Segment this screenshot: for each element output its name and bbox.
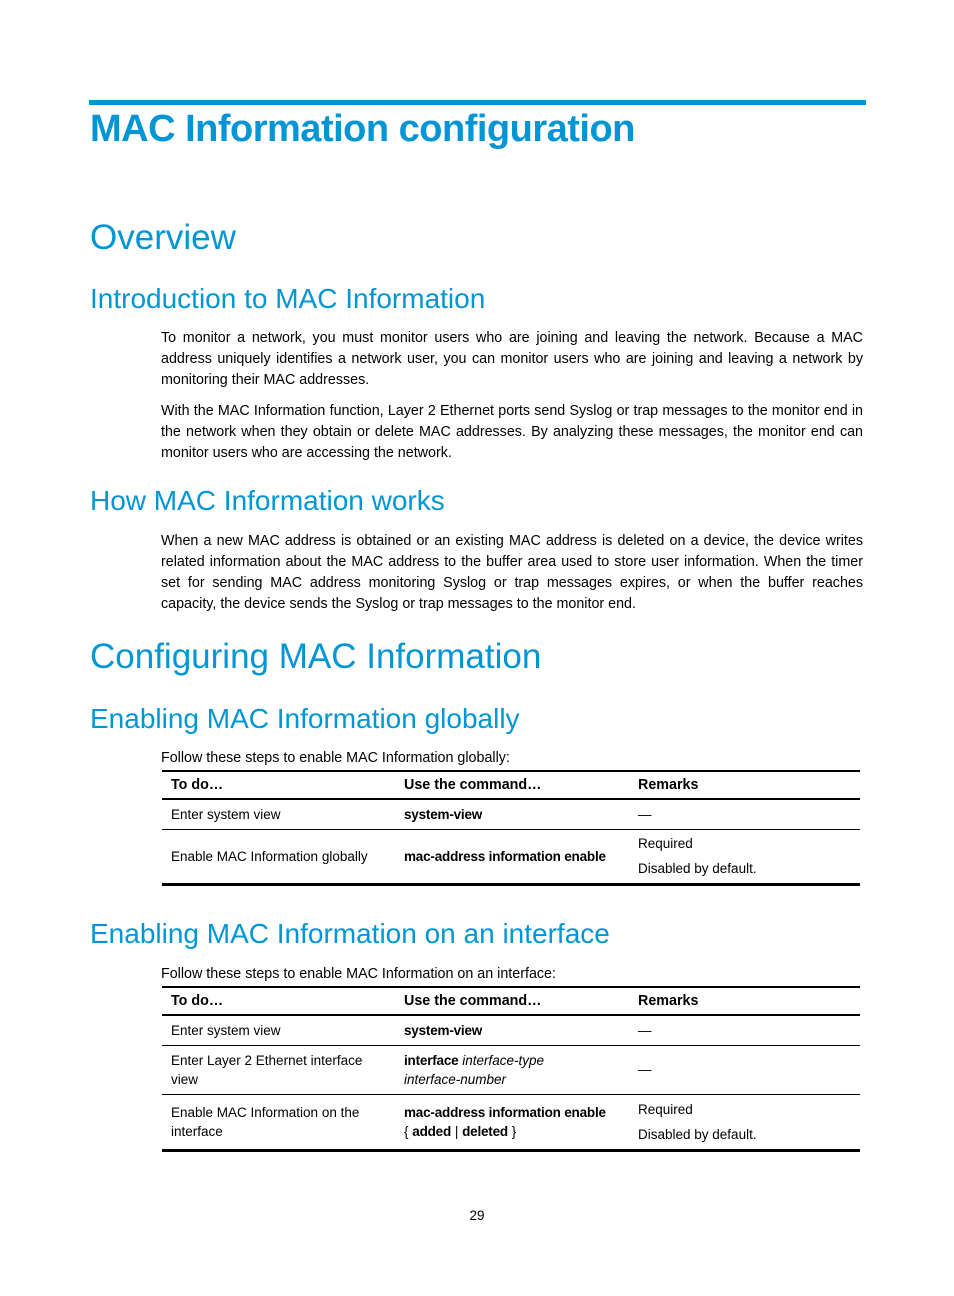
cell-command: mac-address information enable — [395, 829, 629, 884]
intro-paragraph-1: To monitor a network, you must monitor users who are joining and leaving the network. Because a MAC address uniquely identifies a network user, you can monitor users who are joining and leaving a network by monitoring their MAC addresses. — [161, 330, 863, 388]
chapter-title: MAC Information configuration — [90, 108, 635, 150]
table-enable-global — [162, 770, 860, 886]
page-number: 29 — [469, 1208, 485, 1223]
cell-command: interface interface-type interface-number — [395, 1045, 629, 1094]
table-header-row — [162, 771, 860, 799]
subsection-intro-title: Introduction to MAC Information — [90, 283, 486, 314]
subsection-iface-title: Enabling MAC Information on an interface — [90, 918, 610, 949]
remark-default: Disabled by default. — [638, 861, 757, 876]
cell-remarks: — — [629, 1045, 860, 1094]
subsection-global-title: Enabling MAC Information globally — [90, 703, 520, 734]
cell-todo: Enable MAC Information globally — [162, 829, 395, 884]
col-command: Use the command… — [395, 987, 629, 1015]
section-overview-title: Overview — [90, 218, 236, 257]
cell-remarks — [629, 1094, 860, 1150]
cell-remarks: — — [629, 799, 860, 829]
remark-default: Disabled by default. — [638, 1126, 757, 1142]
col-todo: To do… — [162, 987, 395, 1015]
cell-command: mac-address information enable { added | deleted } — [395, 1094, 629, 1150]
cell-todo: Enter system view — [162, 799, 395, 829]
col-remarks: Remarks — [629, 987, 860, 1015]
col-todo: To do… — [162, 771, 395, 799]
chapter-rule — [89, 100, 866, 105]
works-paragraph: When a new MAC address is obtained or an existing MAC address is deleted on a device, the device writes related information about the MAC address to the buffer area used to store user information. When the timer set for sending MAC address monitoring Syslog or trap messages expires, or when the buffer reaches capacity, the device sends the Syslog or trap messages to the monitor end. — [161, 533, 863, 612]
remark-required: Required — [638, 1101, 693, 1117]
subsection-works-title: How MAC Information works — [90, 485, 445, 516]
cell-remarks — [629, 829, 860, 884]
cell-command: system-view — [395, 1015, 629, 1045]
col-remarks: Remarks — [629, 771, 860, 799]
table-row — [162, 829, 860, 884]
section-configuring-title: Configuring MAC Information — [90, 637, 542, 676]
table-row — [162, 1015, 860, 1045]
cell-todo: Enter Layer 2 Ethernet interface view — [162, 1045, 395, 1094]
table-row — [162, 1045, 860, 1094]
table-header-row — [162, 987, 860, 1015]
col-command: Use the command… — [395, 771, 629, 799]
cell-command: system-view — [395, 799, 629, 829]
cell-todo: Enter system view — [162, 1015, 395, 1045]
intro-paragraph-2: With the MAC Information function, Layer 2 Ethernet ports send Syslog or trap messages to the monitor end in the network when they obtain or delete MAC addresses. By analyzing these messages, the monitor end can monitor users who are accessing the network. — [161, 403, 863, 461]
iface-intro: Follow these steps to enable MAC Information on an interface: — [161, 966, 556, 982]
table-row — [162, 1094, 860, 1150]
global-intro: Follow these steps to enable MAC Information globally: — [161, 750, 510, 766]
cell-remarks: — — [629, 1015, 860, 1045]
remark-required: Required — [638, 836, 693, 851]
cell-todo: Enable MAC Information on the interface — [162, 1094, 395, 1150]
table-row — [162, 799, 860, 829]
table-enable-interface — [162, 986, 860, 1152]
